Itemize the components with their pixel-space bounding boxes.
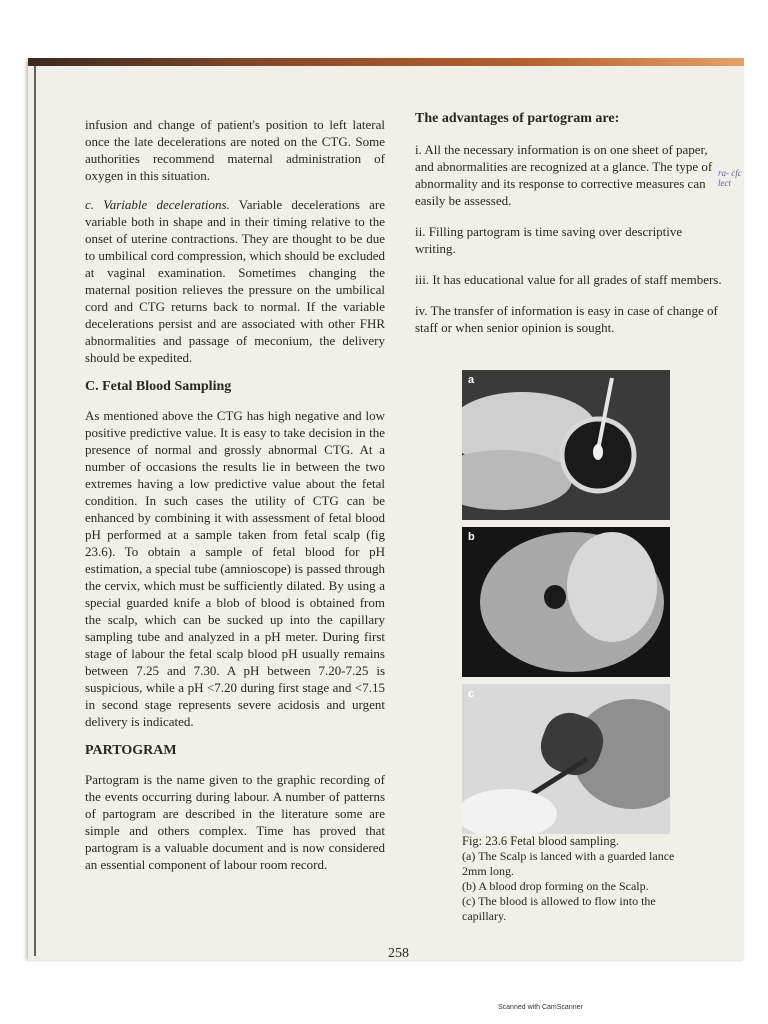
page-gutter-line: [34, 66, 36, 956]
photo-b-illustration: [462, 527, 670, 677]
advantage-item: iii. It has educational value for all grades of staff members.: [415, 272, 722, 287]
advantage-item: ii. Filling partogram is time saving over descriptive writing.: [415, 224, 683, 256]
paragraph-variable-decelerations: [85, 196, 385, 366]
variable-decelerations-text: Variable decelerations are variable both in shape and in their timing relative to the onset of uterine contractions. They are thought to be due to umbilical cord compression, which should be excluded at vaginal examination. Sometimes changing the maternal position relieves the pressure on the umbilical cord and CTG returns back to normal. If the variable decelerations persist and are associated with other FHR abnormalities and passage of meconium, the delivery should be expedited.: [85, 197, 385, 365]
page-top-edge: [28, 58, 744, 66]
paragraph-partogram: Partogram is the name given to the graphic recording of the events occurring during labour. A number of patterns of partogram are described in the literature some are simple and others complex. Time has proved that partogram is a valuable document and is now considered an essential component of labour room record.: [85, 772, 385, 872]
background-area: [0, 0, 768, 62]
photo-label-b: b: [468, 531, 475, 543]
handwritten-annotation: ra- cfc lect: [718, 168, 742, 188]
advantage-item: i. All the necessary information is on one sheet of paper, and abnormalities are recognized at a glance. The type of abnormality and its response to corrective measures can easily be assessed.: [415, 142, 713, 208]
photo-label-c: c: [468, 688, 475, 700]
subheading-variable-decelerations: c. Variable decelerations.: [85, 197, 230, 212]
photo-scalp-lanced: [462, 370, 670, 520]
caption-line: (a) The Scalp is lanced with a guarded lance 2mm long.: [462, 849, 675, 878]
figure-fetal-blood-sampling: [462, 370, 670, 841]
paragraph-fetal-blood-sampling: As mentioned above the CTG has high negative and low positive predictive value. It is easy to take decision in the presence of normal and grossly abnormal CTG. At a number of occasions the results lie in between the two extremes having a low predictive value about the fetal condition. In such cases the utility of CTG can be enhanced by combining it with assessment of fetal blood pH performed at a sample taken from fetal scalp (fig 23.6). To obtain a sample of fetal blood for pH estimation, a special tube (amnioscope) is passed through the cervix, which must be sufficiently dilated. By using a special guarded knife a blob of blood is obtained from the scalp, which can be sucked up into the capillary sampling tube and analyzed in a pH meter. During first stage of labour the fetal scalp blood pH usually remains between 7.25 and 7.30. A pH between 7.20-7.25 is suspicious, while a pH <7.20 during first stage and <7.15 in second stage represents severe acidosis and urgent delivery is indicated.: [85, 408, 385, 729]
photo-label-a: a: [468, 374, 475, 386]
heading-partogram-advantages: The advantages of partogram are:: [415, 111, 620, 126]
photo-c-illustration: [462, 684, 670, 834]
paragraph-late-decelerations: infusion and change of patient's position to left lateral once the late decelerations are noted on the CTG. Some authorities recommend maternal administration of oxygen in this situation.: [85, 117, 385, 183]
page-number: 258: [388, 946, 409, 961]
scanner-watermark: Scanned with CamScanner: [498, 1004, 583, 1011]
photo-capillary-flow: [462, 684, 670, 834]
heading-fetal-blood-sampling: C. Fetal Blood Sampling: [85, 379, 232, 394]
left-text-column: [85, 116, 385, 885]
figure-caption: [462, 834, 692, 924]
right-text-column: [415, 110, 725, 350]
photo-blood-drop: [462, 527, 670, 677]
caption-line: (c) The blood is allowed to flow into the capillary.: [462, 894, 656, 923]
heading-partogram: PARTOGRAM: [85, 743, 177, 758]
advantage-item: iv. The transfer of information is easy in case of change of staff or when senior opinion is sought.: [415, 303, 718, 335]
photo-a-illustration: [462, 370, 670, 520]
caption-title: Fig: 23.6 Fetal blood sampling.: [462, 834, 619, 848]
caption-line: (b) A blood drop forming on the Scalp.: [462, 879, 649, 893]
